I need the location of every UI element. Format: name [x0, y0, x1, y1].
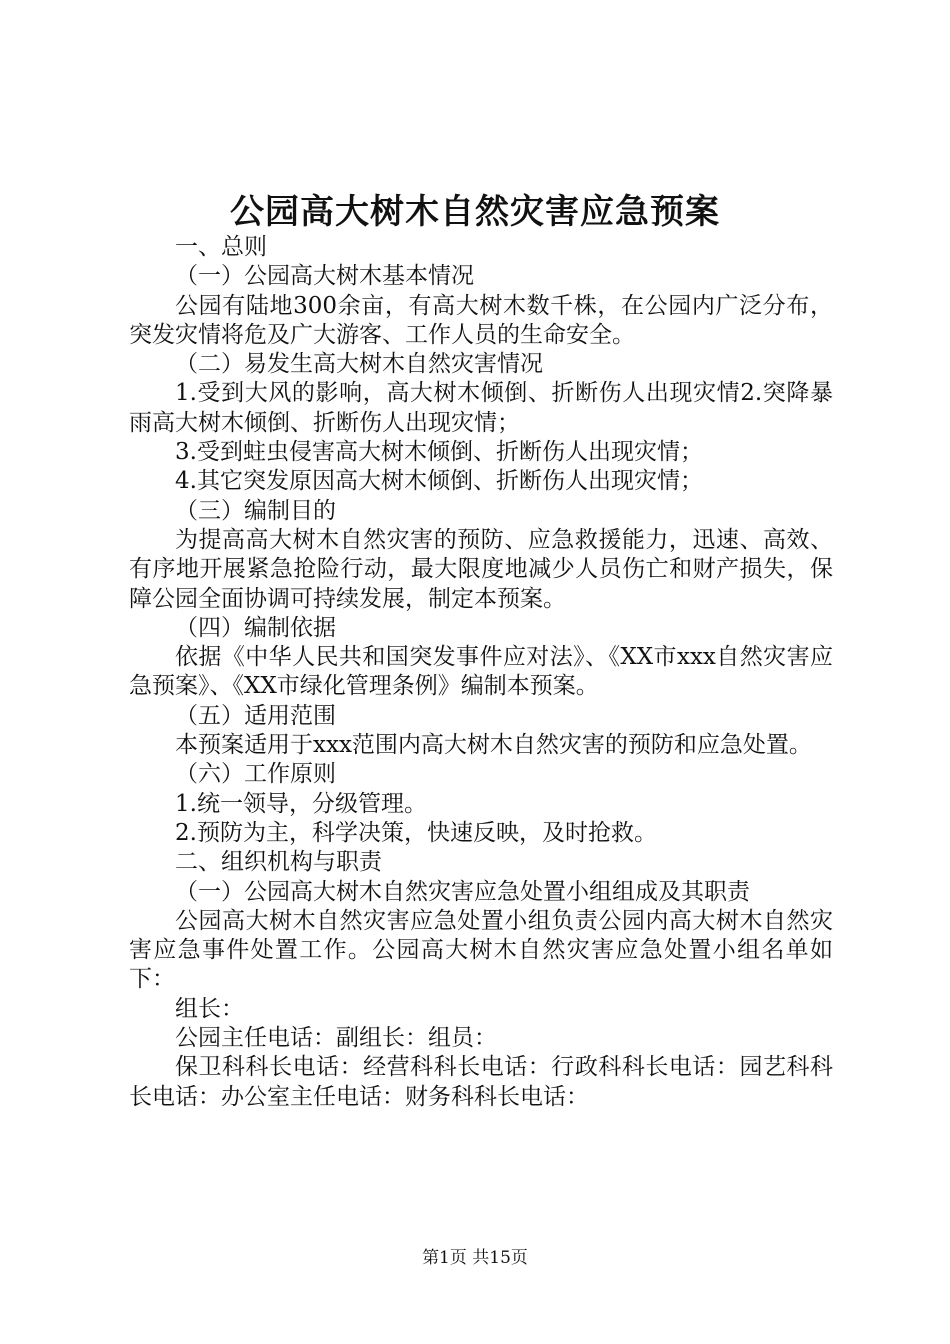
section-heading: 一、总则 [175, 234, 267, 260]
subsection-heading: （二）易发生高大树木自然灾害情况 [175, 351, 543, 378]
list-item: 4.其它突发原因高大树木倾倒、折断伤人出现灾情； [175, 468, 703, 495]
page-footer: 第1页 共15页 [422, 1248, 528, 1268]
document-body [129, 233, 833, 1112]
subsection-heading: （四）编制依据 [175, 614, 336, 641]
list-item: 1.受到大风的影响，高大树木倾倒、折断伤人出现灾情2.突降暴雨高大树木倾倒、折断伤人出现灾情； [129, 380, 833, 436]
list-item: 2.预防为主，科学决策，快速反映，及时抢救。 [175, 819, 657, 846]
body-paragraph: 保卫科科长电话：经营科科长电话：行政科科长电话：园艺科科长电话：办公室主任电话：财务科科长电话： [129, 1054, 833, 1110]
body-paragraph: 本预案适用于xxx范围内高大树木自然灾害的预防和应急处置。 [175, 732, 812, 759]
document-title: 公园高大树木自然灾害应急预案 [230, 192, 720, 232]
body-paragraph: 组长： [175, 995, 244, 1022]
subsection-heading: （一）公园高大树木自然灾害应急处置小组组成及其职责 [175, 878, 750, 905]
subsection-heading: （一）公园高大树木基本情况 [175, 263, 474, 290]
body-paragraph: 依据《中华人民共和国突发事件应对法》、《XX市xxx自然灾害应急预案》、《XX市绿化管理条例》编制本预案。 [129, 644, 833, 700]
list-item: 1.统一领导，分级管理。 [175, 790, 427, 817]
subsection-heading: （六）工作原则 [175, 761, 336, 788]
body-paragraph: 公园有陆地300余亩，有高大树木数千株，在公园内广泛分布，突发灾情将危及广大游客、工作人员的生命安全。 [129, 292, 833, 348]
section-heading: 二、组织机构与职责 [175, 849, 382, 876]
list-item: 3.受到蛀虫侵害高大树木倾倒、折断伤人出现灾情； [175, 439, 703, 466]
body-paragraph: 公园主任电话：副组长：组员： [175, 1025, 497, 1052]
body-paragraph: 公园高大树木自然灾害应急处置小组负责公园内高大树木自然灾害应急事件处置工作。公园高大树木自然灾害应急处置小组名单如下： [129, 907, 833, 993]
body-paragraph: 为提高高大树木自然灾害的预防、应急救援能力，迅速、高效、有序地开展紧急抢险行动，最大限度地减少人员伤亡和财产损失，保障公园全面协调可持续发展，制定本预案。 [129, 526, 833, 612]
subsection-heading: （五）适用范围 [175, 702, 336, 729]
subsection-heading: （三）编制目的 [175, 497, 336, 524]
